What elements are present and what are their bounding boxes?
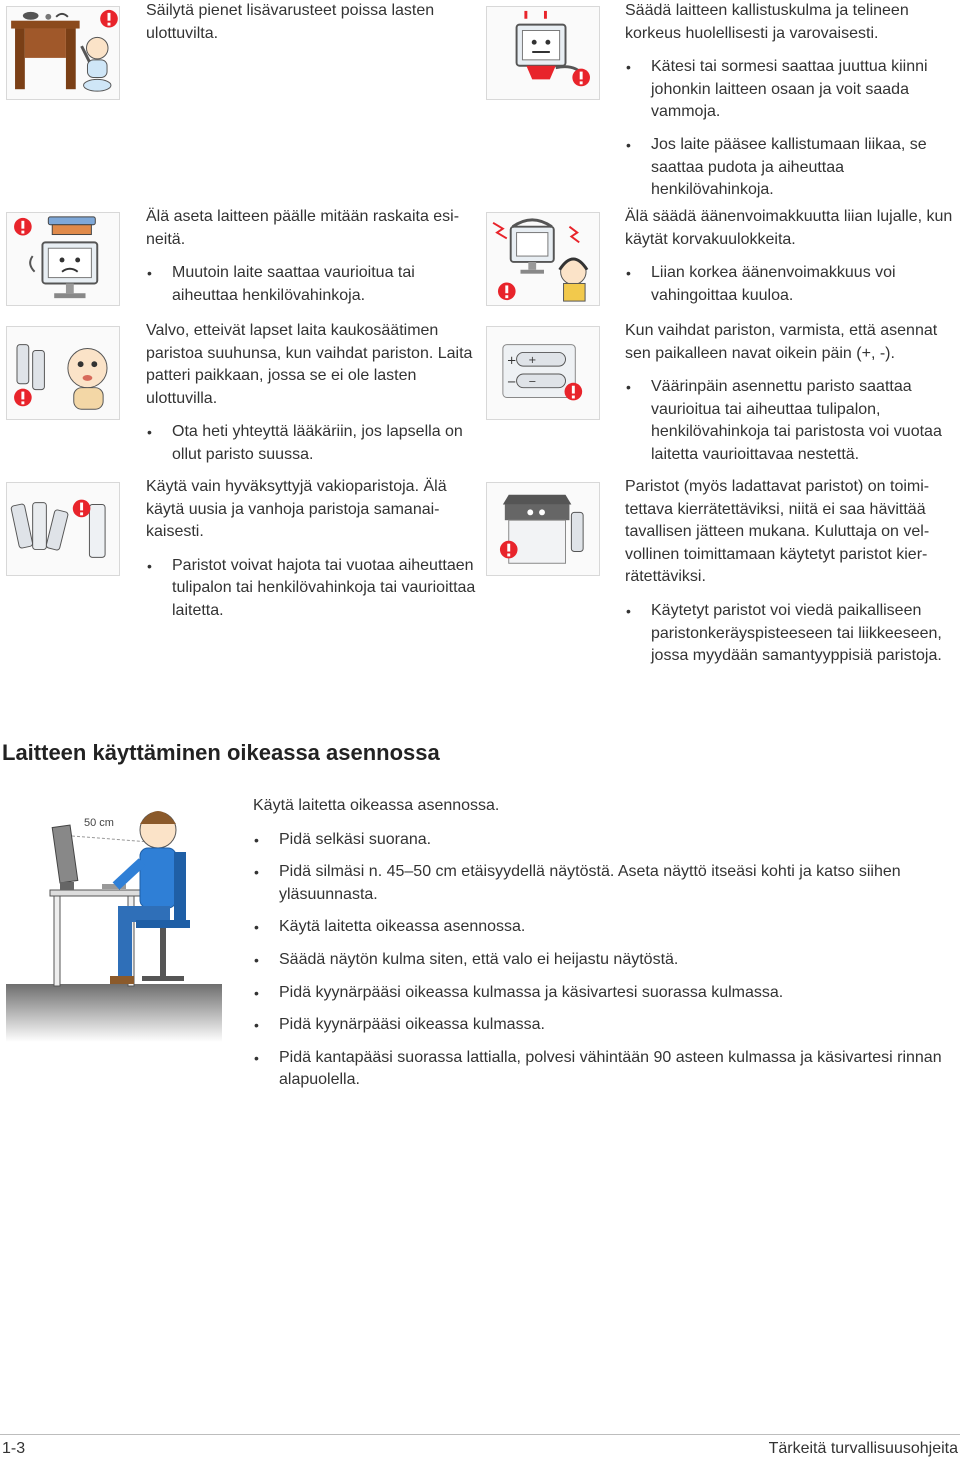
- warning-battery-recycle-icon: [486, 482, 600, 576]
- warning-battery-polarity-icon: [486, 326, 600, 420]
- warning-text: Säilytä pienet lisävarusteet poissa lasten ulottuvilta.: [146, 2, 435, 42]
- warning-block-heavy-objects: [146, 206, 476, 317]
- warning-text: Älä säädä äänenvoimakkuutta liian lujalle, kun käytät korvakuulokkeita.: [625, 208, 953, 248]
- warning-text: Älä aseta laitteen päälle mitään raskaita esineitä.: [146, 208, 460, 248]
- svg-text:−: −: [528, 376, 537, 388]
- warning-bullet: • Ota heti yhteyttä lääkäriin, jos lapsella on ollut paristo suussa.: [146, 421, 476, 466]
- posture-bullet: • Pidä kyynärpääsi oikeassa kulmassa ja käsivartesi suorassa kulmassa.: [253, 982, 953, 1005]
- warning-tilt-pinch-icon: [486, 6, 600, 100]
- svg-text:+: +: [506, 353, 517, 368]
- warning-block-tilt: [625, 0, 960, 212]
- posture-instructions: [253, 795, 953, 1102]
- warning-heavy-objects-icon: [6, 212, 120, 306]
- warning-block-recycle: [625, 476, 960, 678]
- warning-text: Kun vaihdat pariston, varmista, että asennat sen paikalleen navat oikein päin (+, -).: [625, 322, 938, 362]
- warning-bullet: • Liian korkea äänenvoimakkuus voi vahingoittaa kuuloa.: [625, 262, 960, 307]
- page-number: 1-3: [2, 1440, 26, 1457]
- warning-bullet: • Muutoin laite saattaa vaurioitua tai aiheuttaa henkilövahinkoja.: [146, 262, 476, 307]
- posture-bullet: • Pidä kantapääsi suorassa lattialla, polvesi vähintään 90 asteen kulmassa ja käsivartesi rinnan alapuolella.: [253, 1047, 953, 1092]
- posture-bullet: • Pidä selkäsi suorana.: [253, 829, 953, 852]
- warning-block-polarity: [625, 320, 960, 477]
- warning-bullet: • Kätesi tai sormesi saattaa juuttua kiinni johonkin laitteen osaan ja voit saada vammoja.: [625, 56, 960, 124]
- posture-bullet: • Säädä näytön kulma siten, että valo ei heijastu näytöstä.: [253, 949, 953, 972]
- warning-block-headphones: [625, 206, 960, 317]
- posture-bullet: • Pidä silmäsi n. 45–50 cm etäisyydellä näytöstä. Aseta näyttö itseäsi kohti ja katso siihen yläsuunnasta.: [253, 861, 953, 906]
- posture-bullet: • Käytä laitetta oikeassa asennossa.: [253, 916, 953, 939]
- footer-title: Tärkeitä turvallisuusohjeita: [768, 1440, 958, 1457]
- warning-text: Paristot (myös ladattavat paristot) on toimitettava kierrätettäviksi, niitä ei saa hävittää tavallisen jätteen mukana. Kuluttaja on velvollinen toimittamaan käytetyt paristot kierrätettäviksi.: [625, 478, 930, 586]
- warning-bullet: • Käytetyt paristot voi viedä paikalliseen paristonkeräyspisteeseen tai liikkeeseen, jossa myydään samantyyppisiä paristoja.: [625, 600, 960, 668]
- warning-block-mixed-batteries: [146, 476, 476, 633]
- warning-text: Säädä laitteen kallistuskulma ja telineen korkeus huolellisesti ja varovaisesti.: [625, 2, 909, 42]
- warning-bullet: • Paristot voivat hajota tai vuotaa aiheuttaen tulipalon tai henkilövahinkoja tai vaurioittaa laitetta.: [146, 555, 476, 623]
- svg-text:+: +: [528, 355, 537, 367]
- warning-battery-child-icon: [6, 326, 120, 420]
- warning-block-accessories: [146, 0, 476, 56]
- warning-accessories-child-icon: [6, 6, 120, 100]
- svg-text:−: −: [506, 374, 517, 389]
- section-heading: Laitteen käyttäminen oikeassa asennossa: [2, 740, 440, 765]
- warning-bullet: • Väärinpäin asennettu paristo saattaa vaurioitua tai aiheuttaa tulipalon, henkilövahinkoja tai paristosta voi vuotaa laitetta vaurioittavaa nestettä.: [625, 376, 960, 466]
- warning-bullet: • Jos laite pääsee kallistumaan liikaa, se saattaa pudota ja aiheuttaa henkilövahinkoja.: [625, 134, 960, 202]
- warning-block-battery-child: [146, 320, 476, 477]
- posture-bullet: • Pidä kyynärpääsi oikeassa kulmassa.: [253, 1014, 953, 1037]
- posture-illustration: [6, 796, 222, 1042]
- warning-text: Käytä vain hyväksyttyjä vakioparistoja. Älä käytä uusia ja vanhoja paristoja samanaikaisesti.: [146, 478, 447, 541]
- warning-mixed-batteries-icon: [6, 482, 120, 576]
- warning-text: Valvo, etteivät lapset laita kaukosäätimen paristoa suuhunsa, kun vaihdat pariston. Laita patteri paikkaan, jossa se ei ole lasten ulottuvilla.: [146, 322, 473, 407]
- distance-label: 50 cm: [84, 817, 114, 829]
- warning-headphone-volume-icon: [486, 212, 600, 306]
- footer-divider: [0, 1434, 960, 1435]
- posture-intro: Käytä laitetta oikeassa asennossa.: [253, 797, 500, 814]
